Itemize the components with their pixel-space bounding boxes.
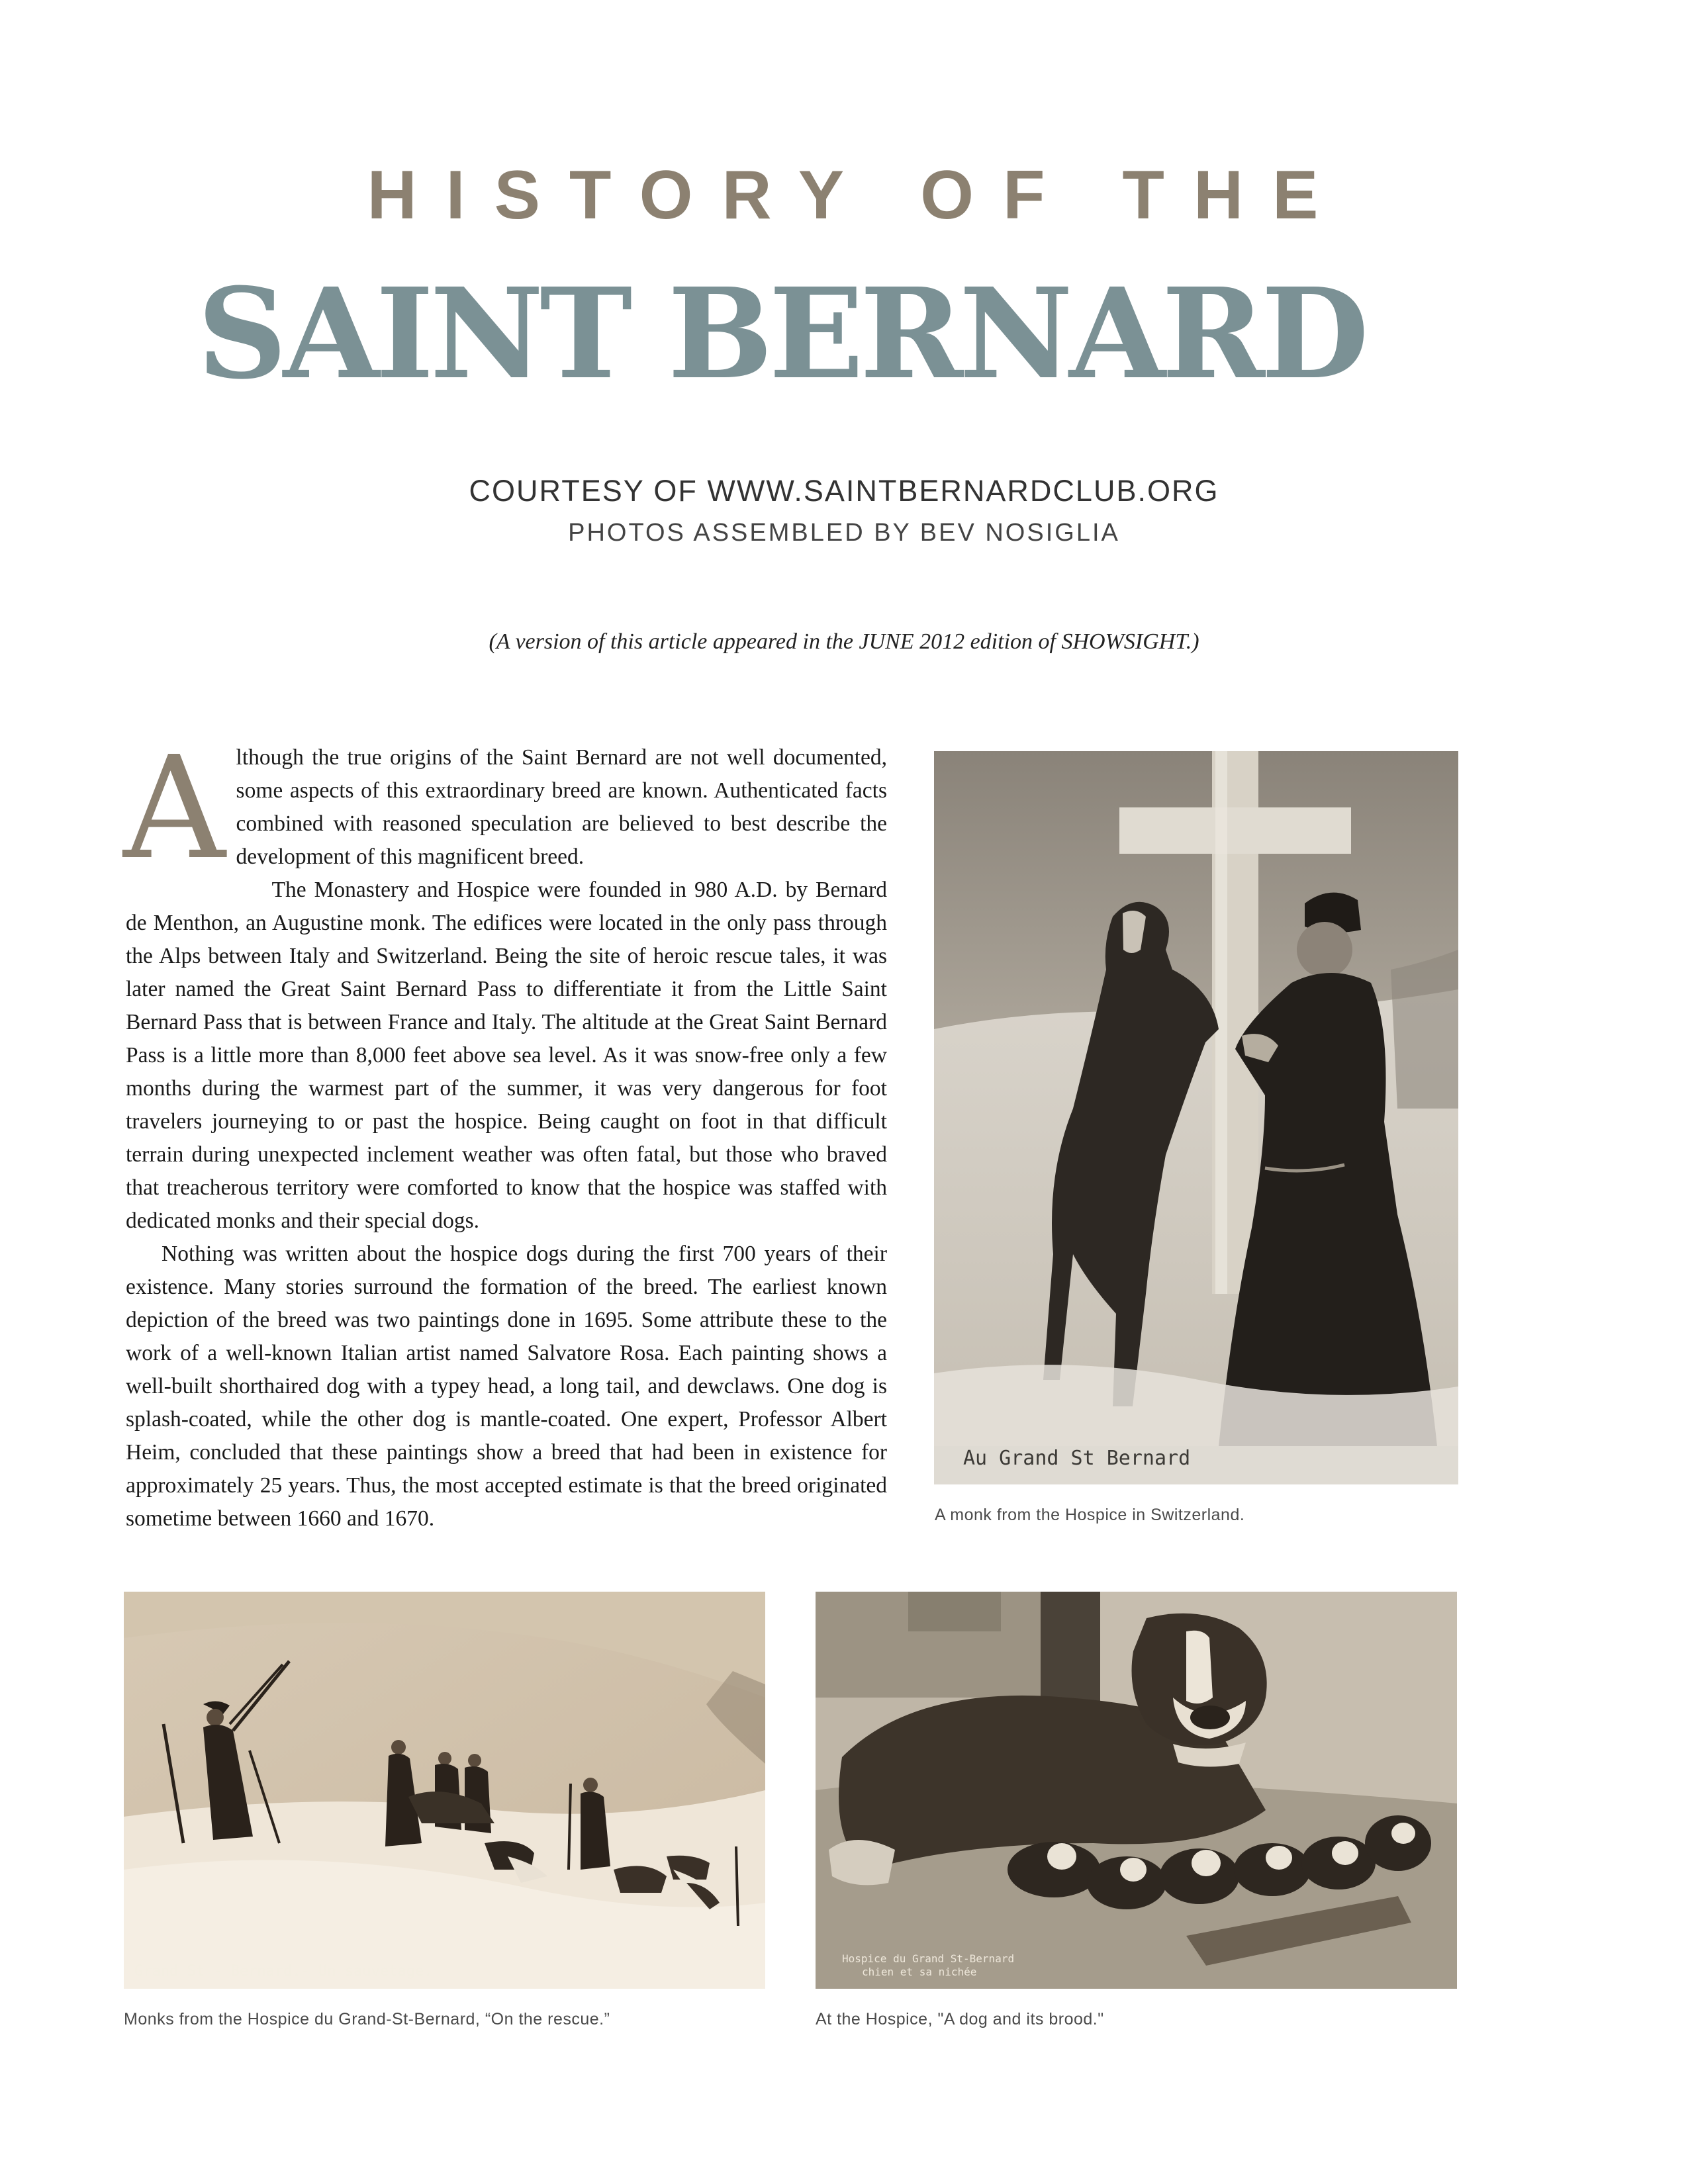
- page-title: SAINT BERNARD: [197, 261, 1366, 407]
- monk-dog-photo-illustration: [934, 751, 1458, 1484]
- paragraph-text: lthough the true origins of the Saint Bernard are not well documented, some aspects of this extraordinary breed are known. Authenticated facts combined with reasoned speculation are believed to best describe the development of this magnificent breed.: [236, 745, 887, 869]
- photo-monks-rescue: [124, 1592, 765, 1989]
- rescue-photo-illustration: [124, 1592, 765, 1989]
- caption-rescue-photo: Monks from the Hospice du Grand-St-Bernard, “On the rescue.”: [124, 2010, 610, 2028]
- version-note: (A version of this article appeared in the JUNE 2012 edition of SHOWSIGHT.): [489, 629, 1199, 654]
- caption-main-photo: A monk from the Hospice in Switzerland.: [935, 1506, 1245, 1524]
- article-paragraph-2: The Monastery and Hospice were founded in 980 A.D. by Bernard de Menthon, an Augustine monk. The edifices were located in the only pass through the Alps between Italy and Switzerland. Being the site of heroic rescue tales, it was later named the Great Saint Bernard Pass to differentiate it from the Little Saint Bernard Pass that is between France and Italy. The altitude at the Great Saint Bernard Pass is a little more than 8,000 feet above sea level. As it was snow-free only a few months during the warmest part of the summer, it was very dangerous for foot travelers journeying to or past the hospice. Being caught on foot in that difficult terrain during unexpected inclement weather was often fatal, but those who braved that treacherous territory were comforted to know that the hospice was staffed with dedicated monks and their special dogs.: [126, 878, 887, 1233]
- photo-credit: PHOTOS ASSEMBLED BY BEV NOSIGLIA: [568, 519, 1120, 547]
- courtesy-line: COURTESY OF WWW.SAINTBERNARDCLUB.ORG: [469, 474, 1219, 508]
- photo-label-main: Au Grand St Bernard: [963, 1447, 1191, 1470]
- title-kicker: HISTORY OF THE: [367, 157, 1348, 234]
- article-body: [123, 726, 887, 1535]
- photo-dog-and-brood: [816, 1592, 1457, 1989]
- photo-monk-with-dog: [934, 751, 1458, 1484]
- article-paragraph-3: Nothing was written about the hospice dogs during the first 700 years of their existence. Many stories surround the formation of the breed. The earliest known depiction of the breed was two paintings done in 1695. Some attribute these to the work of a well-known Italian artist named Salvatore Rosa. Each painting shows a well-built shorthaired dog with a typey head, a long tail, and dewclaws. One dog is splash-coated, while the other dog is mantle-coated. One expert, Professor Albert Heim, concluded that these paintings show a breed that had been in existence for approximately 25 years. Thus, the most accepted estimate is that the breed originated sometime between 1660 and 1670.: [126, 1242, 887, 1531]
- brood-photo-illustration: [816, 1592, 1457, 1989]
- article-paragraph-1: [123, 726, 887, 891]
- photo-label-brood-line1: Hospice du Grand St-Bernard: [842, 1952, 1015, 1965]
- drop-cap: A: [123, 726, 226, 891]
- photo-label-brood-line2: chien et sa nichée: [862, 1966, 977, 1978]
- caption-brood-photo: At the Hospice, "A dog and its brood.": [816, 2010, 1104, 2028]
- photo-label-rescue: Grand St - Bernard.- Un sauvetage.: [134, 1963, 433, 1979]
